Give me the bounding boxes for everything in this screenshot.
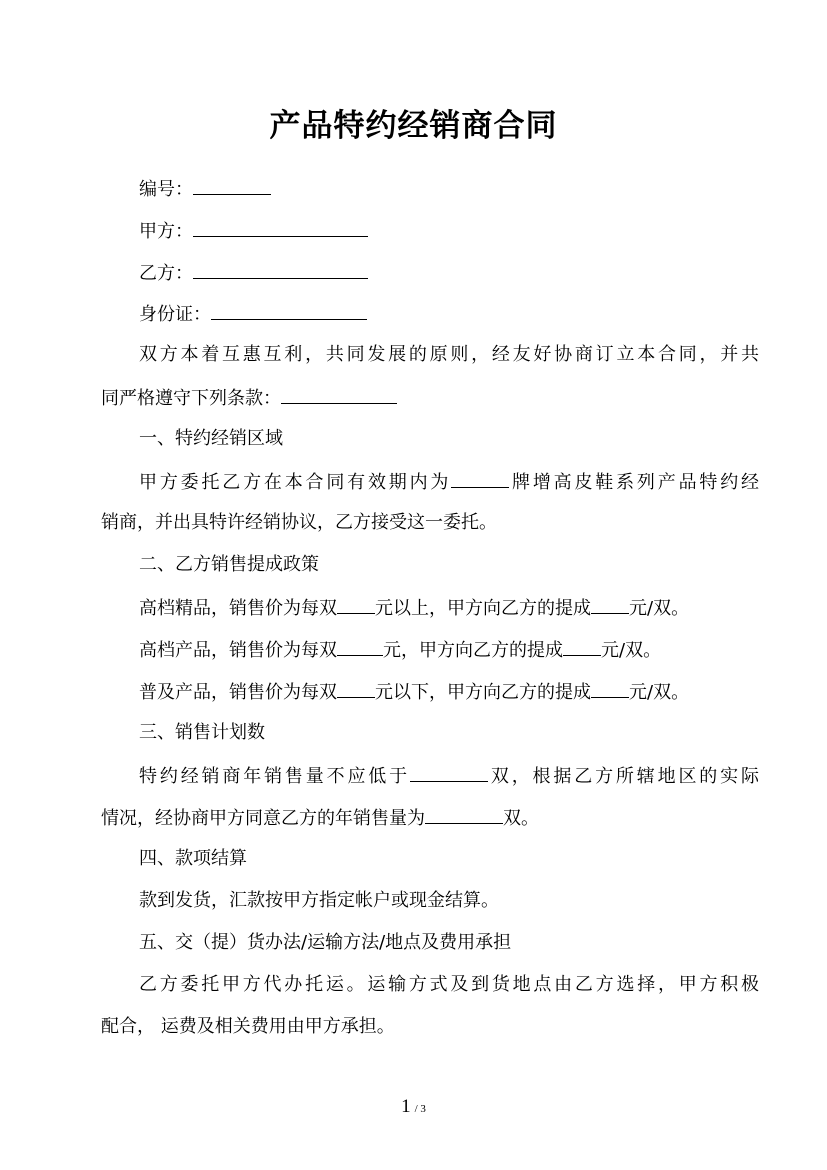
section-2-item-2 [101, 635, 759, 665]
section-4-heading: 四、款项结算 [139, 848, 247, 869]
item-3-commission-blank [591, 677, 629, 698]
item-2-text-b: 元，甲方向乙方的提成 [383, 640, 563, 661]
section-5-line-2: 配合， 运费及相关费用由甲方承担。 [101, 1016, 395, 1037]
min-sales-blank [410, 761, 488, 782]
id-card-label: 身份证： [139, 304, 211, 325]
item-3-text-b: 元以下，甲方向乙方的提成 [375, 682, 591, 703]
party-b-label: 乙方： [139, 263, 193, 284]
id-card-field [101, 299, 759, 329]
annual-sales-blank [425, 803, 503, 824]
item-1-text-a: 高档精品，销售价为每双 [139, 598, 337, 619]
item-2-text-c: 元/双。 [601, 640, 662, 661]
preamble-line-2 [101, 383, 721, 413]
page-number [0, 1096, 827, 1118]
section-3-line-1-a: 特约经销商年销售量不应低于 [139, 766, 410, 787]
page-total: / 3 [414, 1103, 426, 1115]
brand-blank [451, 467, 509, 488]
number-field [101, 174, 759, 204]
section-2-item-3 [101, 677, 759, 707]
item-3-text-c: 元/双。 [629, 682, 690, 703]
number-blank [193, 174, 271, 195]
section-3-line-1 [101, 761, 759, 791]
section-3-line-2 [101, 803, 721, 833]
preamble-blank [281, 383, 397, 404]
item-2-text-a: 高档产品，销售价为每双 [139, 640, 337, 661]
section-3-line-2-a: 情况，经协商甲方同意乙方的年销售量为 [101, 808, 425, 829]
section-1-line-1 [101, 467, 759, 497]
item-3-price-blank [337, 677, 375, 698]
page-current: 1 [401, 1096, 411, 1117]
section-2-item-1 [101, 593, 759, 623]
section-1-line-2: 销商，并出具特许经销协议，乙方接受这一委托。 [101, 512, 497, 533]
number-label: 编号： [139, 179, 193, 200]
section-3-line-1-b: 双，根据乙方所辖地区的实际 [488, 766, 759, 787]
item-2-price-blank [337, 635, 383, 656]
item-3-text-a: 普及产品，销售价为每双 [139, 682, 337, 703]
section-1-heading: 一、特约经销区域 [139, 428, 283, 449]
party-b-field [101, 258, 759, 288]
item-1-text-b: 元以上，甲方向乙方的提成 [375, 598, 591, 619]
section-1-line-1-a: 甲方委托乙方在本合同有效期内为 [139, 472, 452, 493]
item-1-price-blank [337, 593, 375, 614]
section-1-line-1-b: 牌增高皮鞋系列产品特约经 [509, 472, 760, 493]
item-1-commission-blank [591, 593, 629, 614]
item-2-commission-blank [563, 635, 601, 656]
item-1-text-c: 元/双。 [629, 598, 690, 619]
party-a-label: 甲方： [139, 221, 193, 242]
section-2-heading: 二、乙方销售提成政策 [139, 554, 319, 575]
party-b-blank [193, 258, 368, 279]
preamble-line-1: 双方本着互惠互利，共同发展的原则，经友好协商订立本合同，并共 [139, 344, 759, 365]
section-4-line-1: 款到发货，汇款按甲方指定帐户或现金结算。 [139, 890, 499, 911]
section-3-line-2-b: 双。 [503, 808, 539, 829]
section-5-line-1: 乙方委托甲方代办托运。运输方式及到货地点由乙方选择，甲方积极 [139, 974, 759, 995]
section-5-heading: 五、交（提）货办法/运输方法/地点及费用承担 [139, 932, 512, 953]
id-card-blank [211, 299, 367, 320]
preamble-line-2-text: 同严格遵守下列条款： [101, 388, 281, 409]
party-a-blank [193, 216, 368, 237]
section-3-heading: 三、销售计划数 [139, 722, 265, 743]
party-a-field [101, 216, 759, 246]
document-title: 产品特约经销商合同 [269, 108, 558, 144]
